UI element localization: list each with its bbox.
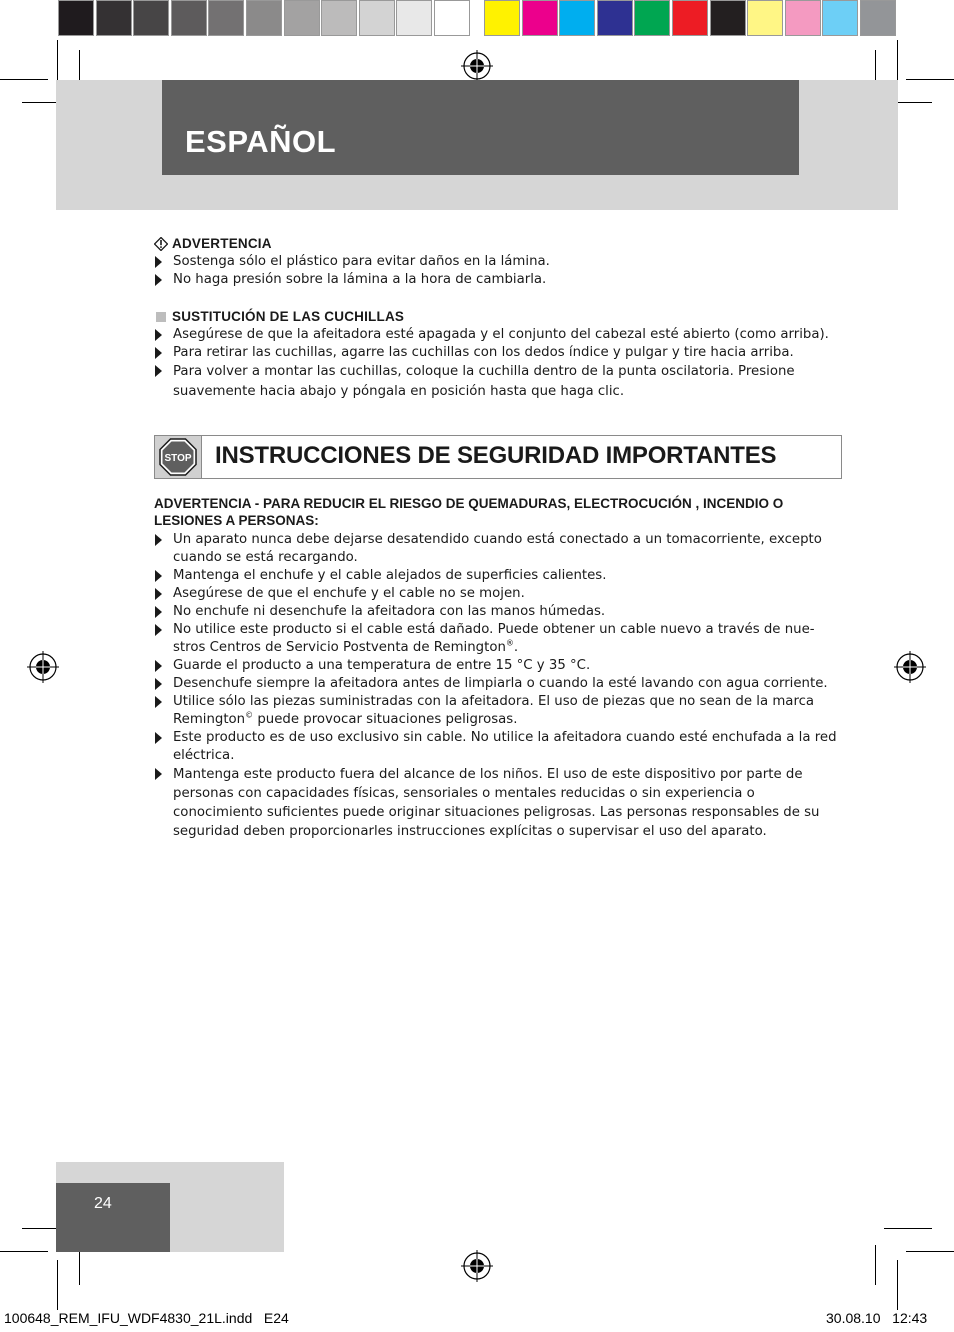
list-item: Asegúrese de que el enchufe y el cable no se mojen. xyxy=(154,585,844,603)
list-item: Sostenga sólo el plástico para evitar daños en la lámina. xyxy=(154,253,844,271)
color-swatch xyxy=(284,0,320,36)
color-swatch xyxy=(860,0,896,36)
list-item: Guarde el producto a una temperatura de entre 15 °C y 35 °C. xyxy=(154,657,844,675)
color-swatch xyxy=(359,0,395,36)
list-item: Este producto es de uso exclusivo sin cable. No utilice la afeitadora cuando esté enchufada a la red eléctrica. xyxy=(154,729,844,765)
svg-text:STOP: STOP xyxy=(164,453,192,464)
warning-list xyxy=(154,253,844,289)
list-item: Utilice sólo las piezas suministradas con la afeitadora. El uso de piezas que no sean de la marca Remington© puede provocar situaciones peligrosas. xyxy=(154,693,844,729)
color-swatch xyxy=(58,0,94,36)
color-swatch xyxy=(96,0,132,36)
registration-mark-icon xyxy=(27,651,59,683)
color-swatch xyxy=(321,0,357,36)
crop-mark xyxy=(875,1245,876,1285)
cutters-title: SUSTITUCIÓN DE LAS CUCHILLAS xyxy=(172,309,405,324)
color-swatch xyxy=(522,0,558,36)
cutters-list xyxy=(154,326,844,402)
color-swatch xyxy=(559,0,595,36)
list-item: Para retirar las cuchillas, agarre las cuchillas con los dedos índice y pulgar y tire hacia arriba. xyxy=(154,344,844,362)
color-swatch xyxy=(171,0,207,36)
warning-diamond-icon xyxy=(154,237,168,251)
page-title: ESPAÑOL xyxy=(185,124,337,159)
color-swatch xyxy=(822,0,858,36)
safety-list xyxy=(154,531,844,841)
warning-heading xyxy=(154,235,844,253)
crop-mark xyxy=(906,79,954,80)
color-swatch xyxy=(785,0,821,36)
safety-content xyxy=(154,495,844,841)
color-swatch xyxy=(672,0,708,36)
list-item: Para volver a montar las cuchillas, coloque la cuchilla dentro de la punta oscilatoria. Presione suavemente hacia abajo y póngala en posición hasta que haga clic. xyxy=(154,362,844,402)
safety-title-box xyxy=(154,435,842,479)
list-item: Asegúrese de que la afeitadora esté apagada y el conjunto del cabezal esté abierto (como arriba). xyxy=(154,326,844,344)
color-swatch xyxy=(434,0,470,36)
main-content xyxy=(154,235,844,402)
list-item: Un aparato nunca debe dejarse desatendido cuando está conectado a un tomacorriente, excepto cuando se está recargando. xyxy=(154,531,844,567)
list-item: Desenchufe siempre la afeitadora antes de limpiarla o cuando la esté lavando con agua corriente. xyxy=(154,675,844,693)
registration-mark-icon xyxy=(461,50,493,82)
page-number: 24 xyxy=(94,1195,112,1212)
crop-mark xyxy=(0,1251,48,1252)
crop-mark xyxy=(884,1228,932,1229)
warning-title: ADVERTENCIA xyxy=(172,236,272,251)
cutters-heading xyxy=(154,308,844,326)
crop-mark xyxy=(0,79,48,80)
registration-mark-icon xyxy=(461,1250,493,1282)
grayscale-swatches xyxy=(58,0,472,38)
color-swatch xyxy=(246,0,282,36)
crop-mark xyxy=(897,1260,898,1310)
file-slug: 100648_REM_IFU_WDF4830_21L.indd E24 xyxy=(4,1310,289,1326)
color-swatch xyxy=(484,0,520,36)
list-item: Mantenga el enchufe y el cable alejados de superficies calientes. xyxy=(154,567,844,585)
color-swatch xyxy=(710,0,746,36)
date-slug: 30.08.10 12:43 xyxy=(826,1310,928,1326)
list-item: No enchufe ni desenchufe la afeitadora con las manos húmedas. xyxy=(154,603,844,621)
square-bullet-icon xyxy=(154,312,168,322)
list-item: No utilice este producto si el cable está dañado. Puede obtener un cable nuevo a través de nue-stros Centros de Servicio Postventa de Remington®. xyxy=(154,621,844,657)
safety-warning-heading: ADVERTENCIA - PARA REDUCIR EL RIESGO DE QUEMADURAS, ELECTROCUCIÓN , INCENDIO O LESIONES A PERSONAS: xyxy=(154,496,784,528)
safety-title: INSTRUCCIONES DE SEGURIDAD IMPORTANTES xyxy=(215,442,777,469)
color-swatch xyxy=(396,0,432,36)
crop-mark xyxy=(57,1260,58,1310)
list-item: Mantenga este producto fuera del alcance de los niños. El uso de este dispositivo por parte de personas con capacidades físicas, sensoriales o mentales reducidas o sin experiencia o conocimiento suficientes puede originar situaciones peligrosas. Las personas responsables de su seguridad deben proporcionarles instrucciones explícitas o supervisar el uso del aparato. xyxy=(154,765,844,841)
color-swatch xyxy=(747,0,783,36)
stop-sign-icon xyxy=(155,436,202,478)
color-swatch xyxy=(208,0,244,36)
page-number-box xyxy=(56,1183,170,1252)
color-swatch xyxy=(634,0,670,36)
color-swatches xyxy=(484,0,898,38)
list-item: No haga presión sobre la lámina a la hora de cambiarla. xyxy=(154,271,844,289)
color-swatch xyxy=(597,0,633,36)
color-swatch xyxy=(133,0,169,36)
crop-mark xyxy=(906,1251,954,1252)
registration-mark-icon xyxy=(894,651,926,683)
